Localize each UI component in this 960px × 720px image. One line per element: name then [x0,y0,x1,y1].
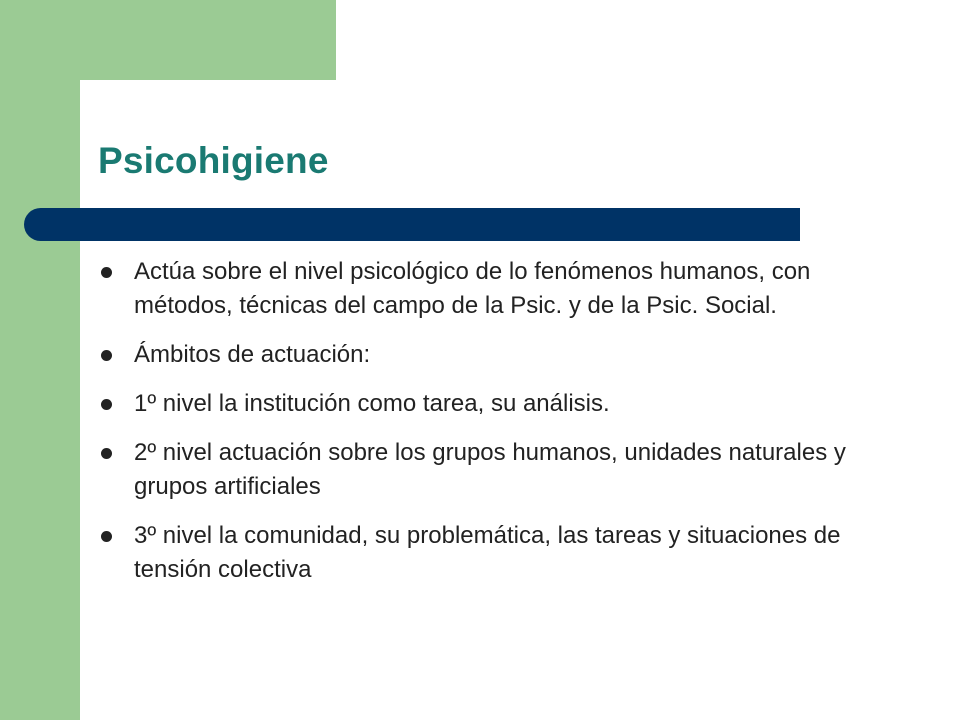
title-underline-bar [24,208,800,241]
decorative-green-column [0,0,80,720]
list-item [100,519,860,587]
bullet-icon [101,531,112,542]
list-item [100,387,860,421]
decorative-green-block [0,0,336,80]
bullet-text: 2º nivel actuación sobre los grupos humanos, unidades naturales y grupos artificiales [134,439,846,500]
bullet-icon [101,267,112,278]
list-item [100,338,860,372]
bullet-list [100,255,860,602]
bullet-text: 3º nivel la comunidad, su problemática, las tareas y situaciones de tensión colectiva [134,522,841,583]
bullet-icon [101,399,112,410]
bullet-text: Actúa sobre el nivel psicológico de lo fenómenos humanos, con métodos, técnicas del campo de la Psic. y de la Psic. Social. [134,258,811,319]
slide-title: Psicohigiene [98,140,329,181]
bullet-text: 1º nivel la institución como tarea, su análisis. [134,390,610,417]
bullet-text: Ámbitos de actuación: [134,341,371,368]
list-item [100,255,860,323]
bullet-icon [101,448,112,459]
list-item [100,436,860,504]
bullet-icon [101,350,112,361]
